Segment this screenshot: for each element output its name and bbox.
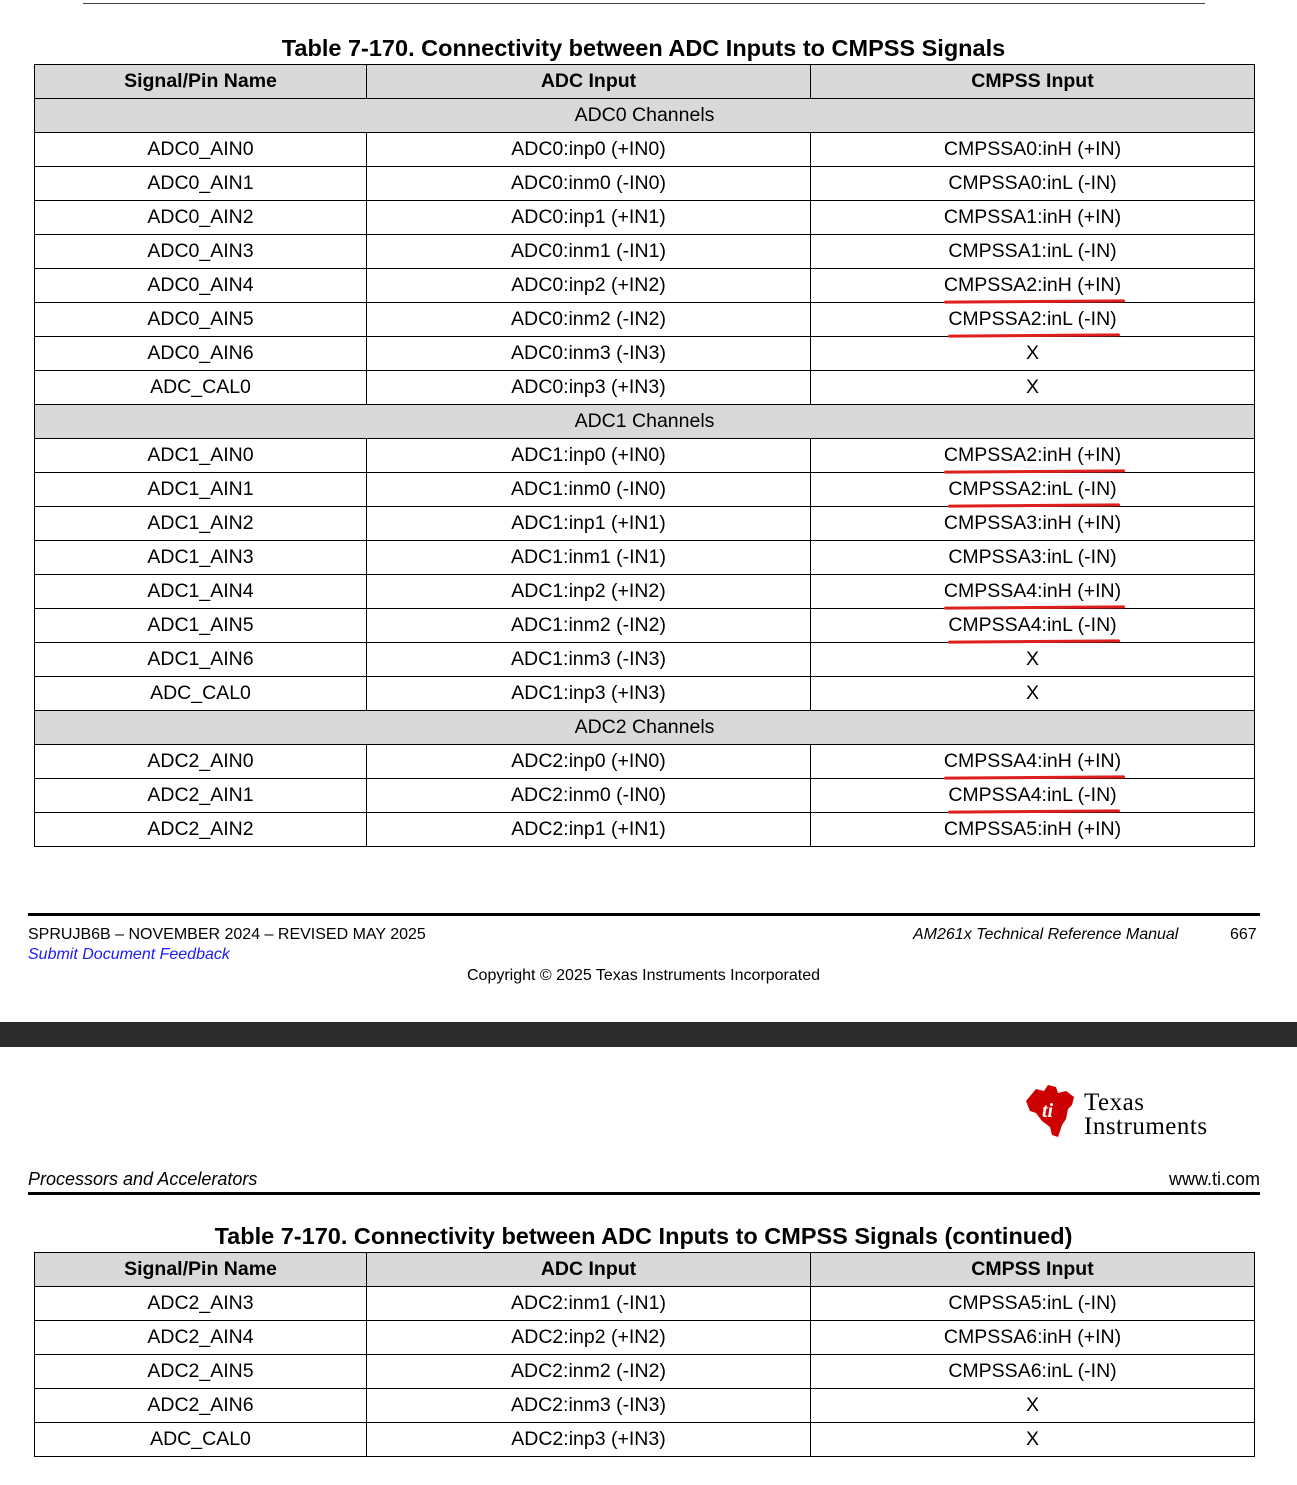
adc-input-cell: ADC0:inm0 (-IN0) [367,167,811,201]
manual-title: AM261x Technical Reference Manual [913,926,1179,943]
table-row [35,643,1255,677]
signal-pin-name-cell: ADC1_AIN6 [35,643,367,677]
signal-pin-name-cell: ADC_CAL0 [35,677,367,711]
signal-pin-name-cell: ADC1_AIN2 [35,507,367,541]
adc-input-cell: ADC2:inp3 (+IN3) [367,1423,811,1457]
connectivity-table [34,64,1255,847]
signal-pin-name-cell: ADC2_AIN4 [35,1321,367,1355]
page-separator [0,1022,1297,1047]
signal-pin-name-cell: ADC2_AIN5 [35,1355,367,1389]
table-title-continued: Table 7-170. Connectivity between ADC Inputs to CMPSS Signals (continued) [214,1223,1073,1249]
header-signal-pin-name: Signal/Pin Name [35,1253,367,1287]
cmpss-input-cell [811,609,1255,643]
header-adc-input: ADC Input [367,65,811,99]
svg-text:ti: ti [1042,1100,1054,1122]
document-page-continued [0,1047,1297,1485]
adc-input-cell: ADC1:inp3 (+IN3) [367,677,811,711]
cmpss-input-cell [811,745,1255,779]
signal-pin-name-cell: ADC2_AIN6 [35,1389,367,1423]
adc-input-cell: ADC0:inm3 (-IN3) [367,337,811,371]
table-row [35,745,1255,779]
red-underline-annotation: CMPSSA4:inL (-IN) [948,609,1116,642]
cmpss-input-cell: CMPSSA5:inL (-IN) [811,1287,1255,1321]
adc-input-cell: ADC2:inm2 (-IN2) [367,1355,811,1389]
red-underline-annotation: CMPSSA4:inH (+IN) [944,745,1121,778]
table-header [35,65,1255,99]
signal-pin-name-cell: ADC_CAL0 [35,1423,367,1457]
table-row [35,813,1255,847]
cmpss-input-cell: CMPSSA6:inL (-IN) [811,1355,1255,1389]
cmpss-input-cell [811,473,1255,507]
group-header-row [35,711,1255,745]
adc-input-cell: ADC0:inp2 (+IN2) [367,269,811,303]
group-label: ADC2 Channels [35,711,1255,745]
table-header [35,1253,1255,1287]
adc-input-cell: ADC2:inp2 (+IN2) [367,1321,811,1355]
cmpss-input-cell [811,575,1255,609]
cmpss-input-cell: X [811,1389,1255,1423]
header-cmpss-input: CMPSS Input [811,1253,1255,1287]
signal-pin-name-cell: ADC1_AIN3 [35,541,367,575]
red-underline-annotation: CMPSSA2:inL (-IN) [948,303,1116,336]
cmpss-input-cell [811,269,1255,303]
website-link[interactable]: www.ti.com [1168,1169,1260,1189]
signal-pin-name-cell: ADC0_AIN4 [35,269,367,303]
red-underline-annotation: CMPSSA2:inH (+IN) [944,269,1121,302]
red-underline-annotation: CMPSSA4:inH (+IN) [944,575,1121,608]
adc-input-cell: ADC0:inp3 (+IN3) [367,371,811,405]
table-body [35,99,1255,847]
header-cmpss-input: CMPSS Input [811,65,1255,99]
table-row [35,575,1255,609]
table-row [35,167,1255,201]
adc-input-cell: ADC1:inm1 (-IN1) [367,541,811,575]
table-row [35,303,1255,337]
cmpss-input-cell: CMPSSA5:inH (+IN) [811,813,1255,847]
cmpss-input-cell: X [811,677,1255,711]
signal-pin-name-cell: ADC0_AIN0 [35,133,367,167]
cmpss-input-cell: CMPSSA3:inL (-IN) [811,541,1255,575]
cmpss-input-cell [811,303,1255,337]
header-adc-input: ADC Input [367,1253,811,1287]
signal-pin-name-cell: ADC0_AIN5 [35,303,367,337]
cmpss-input-cell: X [811,643,1255,677]
table-row [35,1287,1255,1321]
signal-pin-name-cell: ADC2_AIN2 [35,813,367,847]
header-rule [28,1192,1260,1195]
signal-pin-name-cell: ADC_CAL0 [35,371,367,405]
adc-input-cell: ADC2:inm3 (-IN3) [367,1389,811,1423]
table-row [35,133,1255,167]
table-body [35,1287,1255,1457]
connectivity-table-continued [34,1252,1255,1457]
adc-input-cell: ADC0:inm1 (-IN1) [367,235,811,269]
cmpss-input-cell: CMPSSA0:inL (-IN) [811,167,1255,201]
adc-input-cell: ADC1:inm0 (-IN0) [367,473,811,507]
table-row [35,609,1255,643]
signal-pin-name-cell: ADC1_AIN5 [35,609,367,643]
table-row [35,1389,1255,1423]
signal-pin-name-cell: ADC0_AIN6 [35,337,367,371]
signal-pin-name-cell: ADC0_AIN2 [35,201,367,235]
cmpss-input-cell: X [811,337,1255,371]
cmpss-input-cell: CMPSSA3:inH (+IN) [811,507,1255,541]
signal-pin-name-cell: ADC0_AIN1 [35,167,367,201]
adc-input-cell: ADC0:inp0 (+IN0) [367,133,811,167]
cmpss-input-cell [811,779,1255,813]
red-underline-annotation: CMPSSA4:inL (-IN) [948,779,1116,812]
adc-input-cell: ADC1:inm3 (-IN3) [367,643,811,677]
top-rule [83,3,1205,4]
adc-input-cell: ADC2:inm1 (-IN1) [367,1287,811,1321]
adc-input-cell: ADC2:inp1 (+IN1) [367,813,811,847]
table-row [35,1355,1255,1389]
adc-input-cell: ADC0:inp1 (+IN1) [367,201,811,235]
cmpss-input-cell [811,439,1255,473]
table-row [35,235,1255,269]
page-number: 667 [1230,926,1257,943]
section-name: Processors and Accelerators [28,1169,258,1189]
signal-pin-name-cell: ADC1_AIN1 [35,473,367,507]
table-row [35,201,1255,235]
group-header-row [35,405,1255,439]
group-label: ADC0 Channels [35,99,1255,133]
group-header-row [35,99,1255,133]
table-title: Table 7-170. Connectivity between ADC Inputs to CMPSS Signals [281,35,1006,61]
adc-input-cell: ADC2:inp0 (+IN0) [367,745,811,779]
logo-text-instruments: Instruments [1084,1113,1208,1140]
adc-input-cell: ADC1:inp1 (+IN1) [367,507,811,541]
ti-logo-icon [1022,1083,1082,1139]
footer-rule [28,913,1260,916]
signal-pin-name-cell: ADC2_AIN1 [35,779,367,813]
signal-pin-name-cell: ADC2_AIN0 [35,745,367,779]
table-row [35,507,1255,541]
cmpss-input-cell: X [811,1423,1255,1457]
red-underline-annotation: CMPSSA2:inH (+IN) [944,439,1121,472]
table-row [35,541,1255,575]
cmpss-input-cell: CMPSSA1:inL (-IN) [811,235,1255,269]
adc-input-cell: ADC1:inp0 (+IN0) [367,439,811,473]
submit-feedback-link[interactable]: Submit Document Feedback [28,946,230,963]
table-row [35,269,1255,303]
signal-pin-name-cell: ADC1_AIN0 [35,439,367,473]
table-row [35,439,1255,473]
cmpss-input-cell: CMPSSA6:inH (+IN) [811,1321,1255,1355]
adc-input-cell: ADC1:inp2 (+IN2) [367,575,811,609]
cmpss-input-cell: X [811,371,1255,405]
adc-input-cell: ADC2:inm0 (-IN0) [367,779,811,813]
table-row [35,1321,1255,1355]
table-row [35,473,1255,507]
signal-pin-name-cell: ADC2_AIN3 [35,1287,367,1321]
table-row [35,337,1255,371]
header-signal-pin-name: Signal/Pin Name [35,65,367,99]
red-underline-annotation: CMPSSA2:inL (-IN) [948,473,1116,506]
table-row [35,677,1255,711]
table-row [35,1423,1255,1457]
cmpss-input-cell: CMPSSA1:inH (+IN) [811,201,1255,235]
adc-input-cell: ADC1:inm2 (-IN2) [367,609,811,643]
signal-pin-name-cell: ADC0_AIN3 [35,235,367,269]
group-label: ADC1 Channels [35,405,1255,439]
cmpss-input-cell: CMPSSA0:inH (+IN) [811,133,1255,167]
adc-input-cell: ADC0:inm2 (-IN2) [367,303,811,337]
copyright: Copyright © 2025 Texas Instruments Incorporated [466,967,820,984]
table-row [35,779,1255,813]
ti-logo [1022,1083,1262,1141]
table-row [35,371,1255,405]
document-id: SPRUJB6B – NOVEMBER 2024 – REVISED MAY 2025 [28,926,426,943]
signal-pin-name-cell: ADC1_AIN4 [35,575,367,609]
logo-text-texas: Texas [1084,1089,1145,1116]
